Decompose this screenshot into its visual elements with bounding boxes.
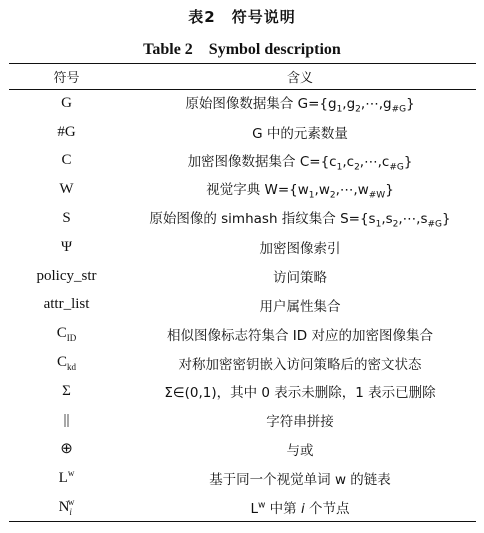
meaning-cell: 对称加密密钥嵌入访问策略后的密文状态: [178, 356, 422, 373]
table-row: [9, 463, 476, 492]
meaning-cell: 字符串拼接: [266, 414, 334, 431]
meaning-cell: 用户属性集合: [259, 298, 341, 315]
table-body: [9, 89, 476, 521]
symbol-cell: ||: [63, 411, 70, 428]
table-row: [9, 291, 476, 320]
table-row: [9, 492, 476, 521]
meaning-cell: 访问策略: [273, 270, 327, 287]
meaning-cell: 加密图像索引: [259, 241, 341, 258]
symbol-cell: S: [62, 210, 71, 227]
symbol-cell: G: [61, 94, 72, 111]
table-row: [9, 319, 476, 348]
meaning-cell: 视觉字典 $W=\{w_1,w_2,\cdots,w_{\#W}\}$: [206, 182, 394, 202]
symbol-cell: $N_i^w$: [58, 496, 75, 517]
symbol-cell: C: [61, 152, 72, 169]
table-header-row: [9, 63, 476, 89]
symbol-cell: $C_{kd}$: [56, 353, 76, 372]
symbol-cell: W: [59, 181, 74, 198]
symbol-cell: attr_list: [43, 296, 90, 313]
symbol-cell: Σ: [62, 382, 71, 399]
meaning-cell: $L^w$ 中第 i 个节点: [250, 500, 350, 517]
symbol-cell: #G: [57, 123, 76, 140]
table-row: [9, 118, 476, 147]
table-caption-chinese: 表2 符号说明: [188, 8, 296, 26]
symbol-cell: ⊕: [60, 441, 73, 458]
table-row: [9, 377, 476, 406]
header-symbol: 符号: [53, 70, 80, 86]
table-row: [9, 262, 476, 291]
table-row: [9, 147, 476, 176]
table-caption-english: Table 2 Symbol description: [143, 41, 341, 58]
symbol-cell: $L^w$: [58, 468, 75, 487]
table-row: [9, 89, 476, 118]
table-row: [9, 435, 476, 464]
meaning-cell: G 中的元素数量: [252, 126, 348, 143]
table-row: [9, 175, 476, 204]
symbol-table: [9, 63, 476, 521]
meaning-cell: Σ∈(0,1)，其中 0 表示未删除，1 表示已删除: [164, 385, 436, 402]
meaning-cell: 原始图像数据集合 $G=\{g_1,g_2,\cdots,g_{\#G}\}$: [185, 96, 415, 115]
table-bottom-rule: [9, 521, 476, 522]
meaning-cell: 相似图像标志符集合 ID 对应的加密图像集合: [167, 327, 433, 344]
symbol-cell: $C_{ID}$: [56, 324, 77, 343]
meaning-cell: 基于同一个视觉单词 w 的链表: [209, 471, 391, 488]
symbol-cell: policy_str: [36, 267, 97, 284]
header-meaning: 含义: [286, 70, 313, 86]
meaning-cell: 原始图像的 simhash 指纹集合 $S=\{s_1,s_2,\cdots,s_{\#G}\}$: [149, 211, 451, 230]
table-row: [9, 204, 476, 233]
meaning-cell: 与或: [286, 442, 314, 459]
table-row: [9, 233, 476, 262]
table-row: [9, 406, 476, 435]
table-row: [9, 348, 476, 377]
meaning-cell: 加密图像数据集合 $C=\{c_1,c_2,\cdots,c_{\#G}\}$: [187, 153, 413, 173]
symbol-cell: Ψ: [60, 238, 73, 255]
